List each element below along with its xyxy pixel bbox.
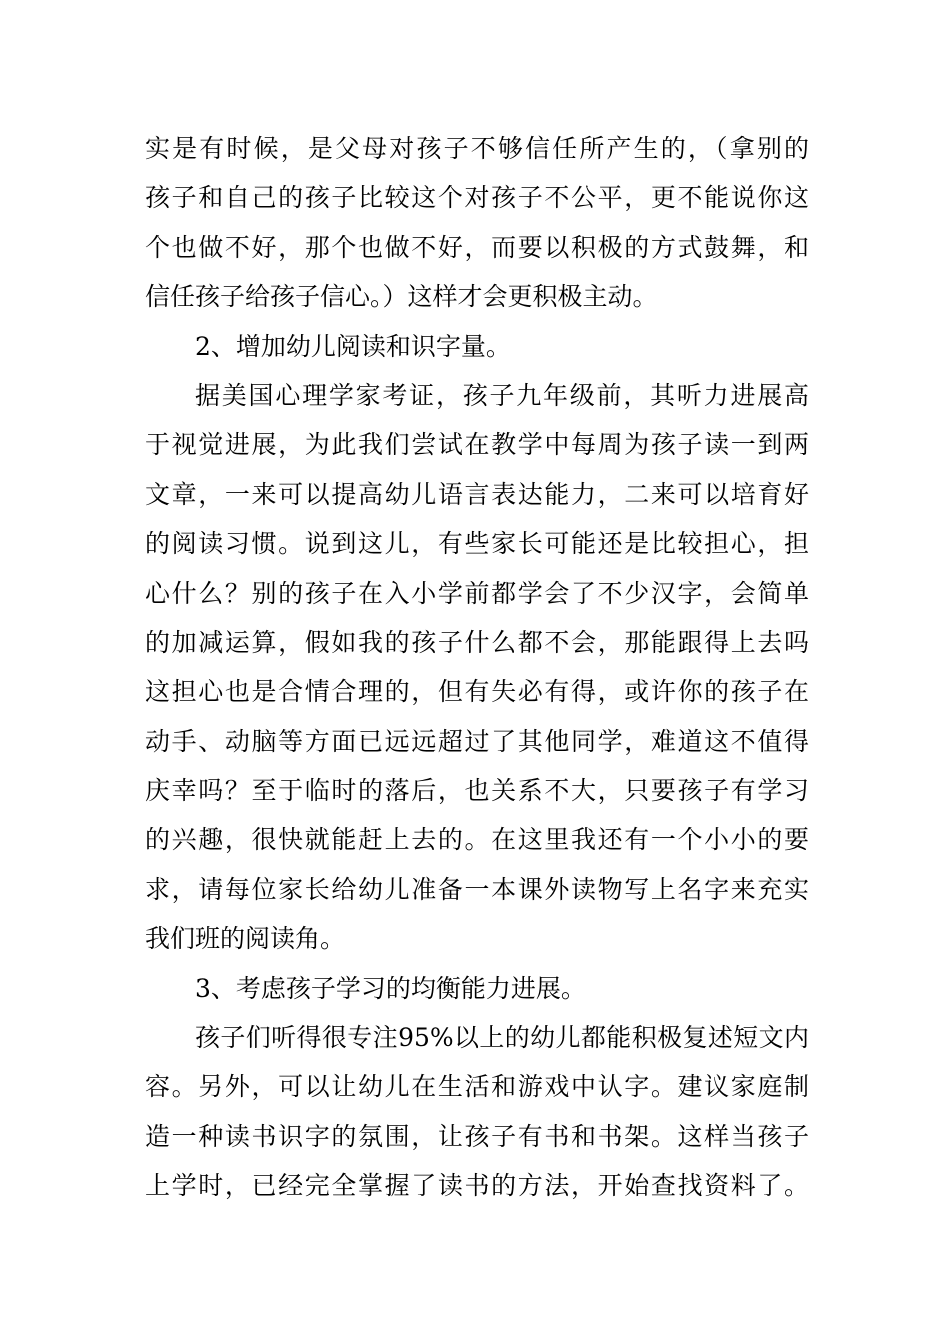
text-line: 文章，一来可以提高幼儿语言表达能力，二来可以培育好 bbox=[145, 479, 809, 509]
text-line: 据美国心理学家考证，孩子九年级前，其听力进展高 bbox=[195, 380, 809, 410]
text-line: 的加减运算，假如我的孩子什么都不会，那能跟得上去吗 bbox=[145, 627, 809, 657]
text-line: 孩子和自己的孩子比较这个对孩子不公平，更不能说你这 bbox=[145, 183, 809, 213]
text-line: 我们班的阅读角。 bbox=[145, 924, 346, 954]
text-line: 2、增加幼儿阅读和识字量。 bbox=[195, 331, 511, 361]
text-line: 于视觉进展，为此我们尝试在教学中每周为孩子读一到两 bbox=[145, 430, 809, 460]
text-line: 孩子们听得很专注95%以上的幼儿都能积极复述短文内 bbox=[195, 1023, 809, 1053]
text-line: 心什么？别的孩子在入小学前都学会了不少汉字，会简单 bbox=[145, 578, 809, 608]
body-text bbox=[145, 124, 809, 1211]
text-line: 上学时，已经完全掌握了读书的方法，开始查找资料了。 bbox=[145, 1171, 809, 1201]
text-line: 求，请每位家长给幼儿准备一本课外读物写上名字来充实 bbox=[145, 874, 809, 904]
text-line: 的兴趣，很快就能赶上去的。在这里我还有一个小小的要 bbox=[145, 825, 809, 855]
text-line: 容。另外，可以让幼儿在生活和游戏中认字。建议家庭制 bbox=[145, 1072, 809, 1102]
text-line: 的阅读习惯。说到这儿，有些家长可能还是比较担心，担 bbox=[145, 529, 809, 559]
text-line: 3、考虑孩子学习的均衡能力进展。 bbox=[195, 973, 586, 1003]
text-line: 个也做不好，那个也做不好，而要以积极的方式鼓舞，和 bbox=[145, 232, 809, 262]
text-line: 庆幸吗？至于临时的落后，也关系不大，只要孩子有学习 bbox=[145, 776, 809, 806]
text-line: 信任孩子给孩子信心。）这样才会更积极主动。 bbox=[145, 282, 658, 312]
text-line: 实是有时候，是父母对孩子不够信任所产生的，（拿别的 bbox=[145, 134, 809, 163]
text-line: 这担心也是合情合理的，但有失必有得，或许你的孩子在 bbox=[145, 677, 809, 707]
text-line: 造一种读书识字的氛围，让孩子有书和书架。这样当孩子 bbox=[145, 1121, 809, 1151]
text-line: 动手、动脑等方面已远远超过了其他同学，难道这不值得 bbox=[145, 726, 809, 756]
